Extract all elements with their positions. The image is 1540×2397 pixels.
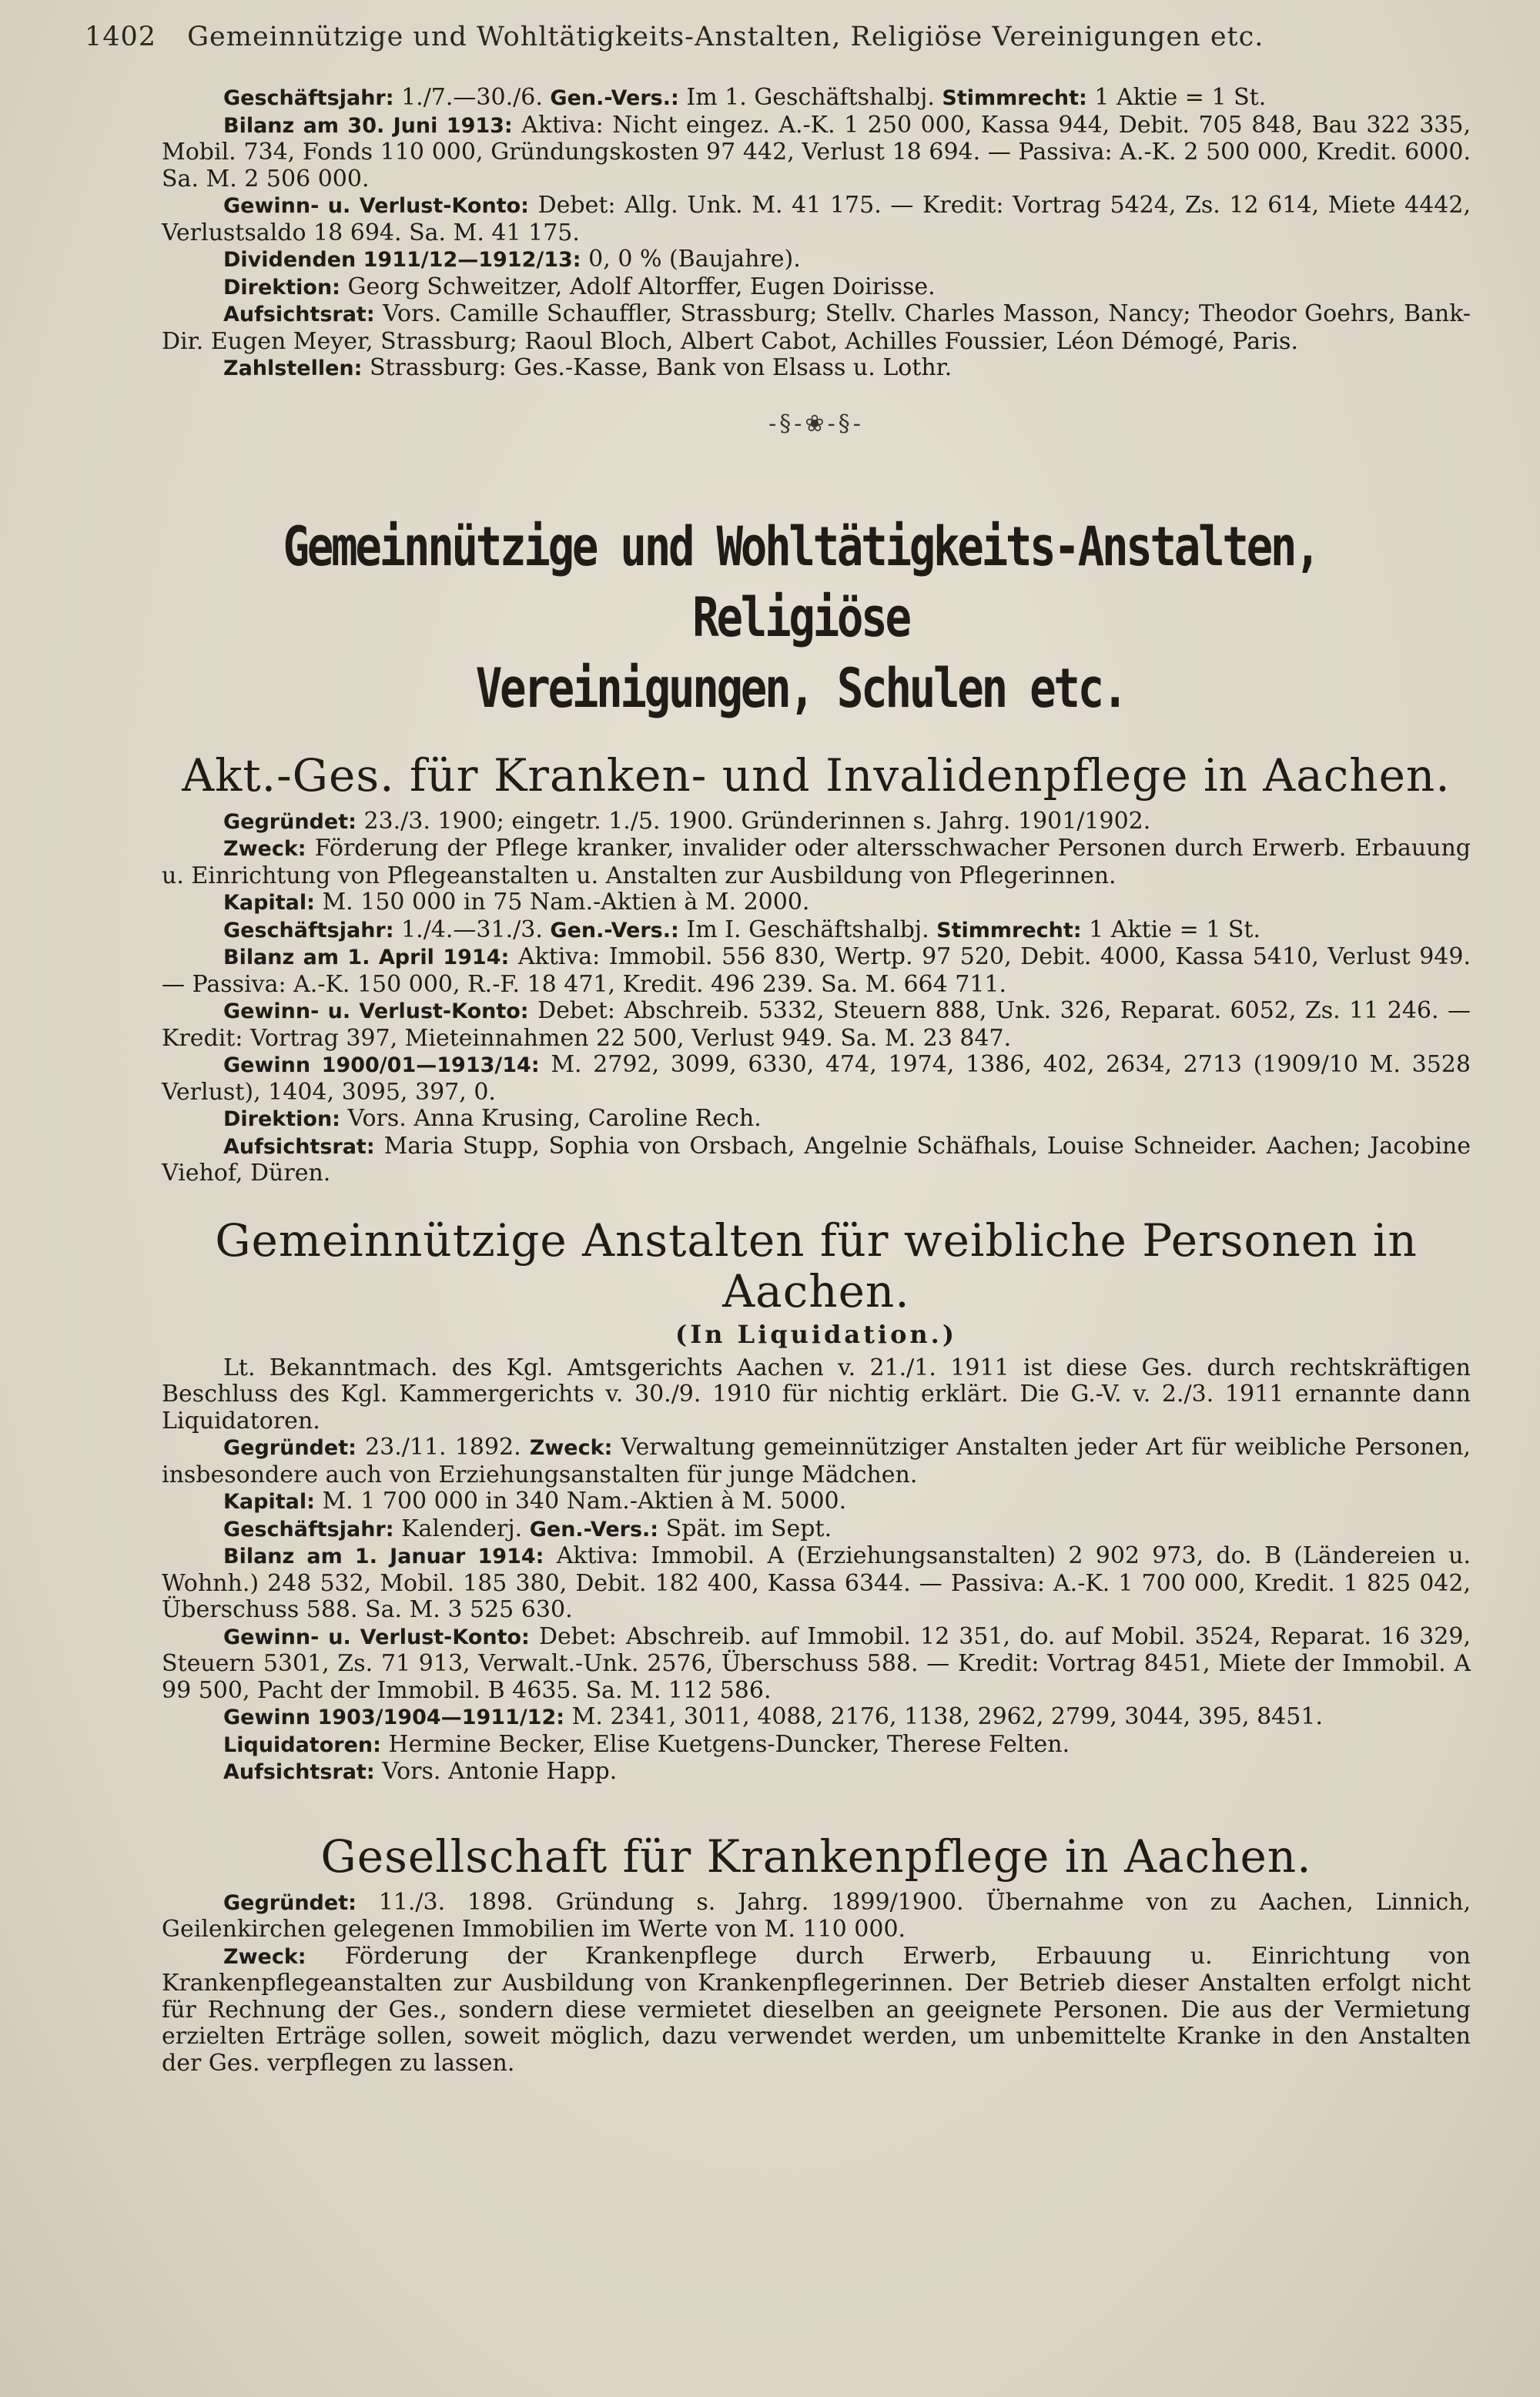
- entry-2-gewinn: Gewinn 1903/1904—1911/12: M. 2341, 3011, 4088, 2176, 1138, 2962, 2799, 3044, 395, 8451.: [223, 1703, 1323, 1730]
- entry-2-gewinn-verlust-konto: Gewinn- u. Verlust-Konto: Debet: Abschreib. auf Immobil. 12 351, do. auf Mobil. 3524, Reparat. 16 329, Steuern 5301, Zs. 71 913, Verwalt.-Unk. 2576, Überschuss 588. — Kredit: Vortrag 8451, Miete der Immobil. A 99 500, Pacht der Immobil. B 4635. Sa. M. 112 586.: [162, 1622, 1471, 1704]
- running-title: Gemeinnützige und Wohltätigkeits-Anstalten, Religiöse Vereinigungen etc.: [187, 22, 1264, 52]
- entry-1-bilanz: Bilanz am 1. April 1914: Aktiva: Immobil. 556 830, Wertp. 97 520, Debit. 4000, Kassa 5410, Verlust 949. — Passiva: A.-K. 150 000, R.-F. 18 471, Kredit. 496 239. Sa. M. 664 711.: [162, 943, 1471, 998]
- prev-geschaeftsjahr-line: Geschäftsjahr: 1./7.—30./6. Gen.-Vers.: Im 1. Geschäftshalbj. Stimmrecht: 1 Aktie = 1 St.: [223, 84, 1267, 111]
- prev-aufsichtsrat: Aufsichtsrat: Vors. Camille Schauffler, Strassburg; Stellv. Charles Masson, Nancy; Theodor Goehrs, Bank-Dir. Eugen Meyer, Strassburg; Raoul Bloch, Albert Cabot, Achilles Foussier, Léon Démogé, Paris.: [162, 300, 1471, 355]
- entry-2-title: Gemeinnützige Anstalten für weibliche Personen in Aachen.: [215, 1214, 1418, 1317]
- entry-1-body: [162, 808, 1471, 1187]
- entry-3-body: [162, 1890, 1471, 2077]
- prev-bilanz: Bilanz am 30. Juni 1913: Aktiva: Nicht eingez. A.-K. 1 250 000, Kassa 944, Debit. 705 848, Bau 322 335, Mobil. 734, Fonds 110 000, Gründungskosten 97 442, Verlust 18 694. — Passiva: A.-K. 2 500 000, Kredit. 6000. Sa. M. 2 506 000.: [162, 111, 1471, 192]
- prev-direktion: Direktion: Georg Schweitzer, Adolf Altorffer, Eugen Doirisse.: [223, 273, 936, 300]
- entry-2-subtitle: (In Liquidation.): [675, 1319, 957, 1349]
- entry-1-gewinn: Gewinn 1900/01—1913/14: M. 2792, 3099, 6330, 474, 1974, 1386, 402, 2634, 2713 (1909/10 M. 3528 Verlust), 1404, 3095, 397, 0.: [162, 1051, 1471, 1106]
- entry-3-title: Gesellschaft für Krankenpflege in Aachen.: [320, 1830, 1312, 1883]
- entry-1-title: Akt.-Ges. für Kranken- und Invalidenpflege in Aachen.: [182, 748, 1451, 802]
- entry-2-kapital: Kapital: M. 1 700 000 in 340 Nam.-Aktien à M. 5000.: [223, 1488, 847, 1515]
- prev-zahlstellen: Zahlstellen: Strassburg: Ges.-Kasse, Bank von Elsass u. Lothr.: [223, 354, 952, 381]
- prev-gewinn-verlust-konto: Gewinn- u. Verlust-Konto: Debet: Allg. Unk. M. 41 175. — Kredit: Vortrag 5424, Zs. 12 614, Miete 4442, Verlustsaldo 18 694. Sa. M. 41 175.: [162, 192, 1471, 246]
- entry-1-kapital: Kapital: M. 150 000 in 75 Nam.-Aktien à M. 2000.: [223, 889, 810, 916]
- entry-2-liquidatoren: Liquidatoren: Hermine Becker, Elise Kuetgens-Duncker, Therese Felten.: [223, 1730, 1070, 1758]
- page-number: 1402: [85, 22, 157, 52]
- entry-1-gewinn-verlust-konto: Gewinn- u. Verlust-Konto: Debet: Abschreib. 5332, Steuern 888, Unk. 326, Reparat. 6052, Zs. 11 246. — Kredit: Vortrag 397, Mieteinnahmen 22 500, Verlust 949. Sa. M. 23 847.: [162, 997, 1471, 1052]
- section-divider-ornament: -§-❀-§-: [768, 410, 864, 437]
- entry-1-gegruendet: Gegründet: 23./3. 1900; eingetr. 1./5. 1900. Gründerinnen s. Jahrg. 1901/1902.: [223, 807, 1151, 835]
- entry-2-gegruendet-zweck: Gegründet: 23./11. 1892. Zweck: Verwaltung gemeinnütziger Anstalten jeder Art für weibliche Personen, insbesondere auch von Erziehungsanstalten für junge Mädchen.: [162, 1434, 1471, 1488]
- previous-entry-continuation: [162, 85, 1471, 383]
- section-title-line-1: Gemeinnützige und Wohltätigkeits-Anstalten, Religiöse: [283, 514, 1319, 649]
- entry-3-gegruendet: Gegründet: 11./3. 1898. Gründung s. Jahrg. 1899/1900. Übernahme von zu Aachen, Linnich, Geilenkirchen gelegenen Immobilien im Werte von M. 110 000.: [162, 1888, 1471, 1943]
- entry-1-zweck: Zweck: Förderung der Pflege kranker, invalider oder altersschwacher Personen durch Erwerb. Erbauung u. Einrichtung von Pflegeanstalten u. Anstalten zur Ausbildung von Pflegerinnen.: [162, 835, 1471, 889]
- entry-2-geschaeftsjahr: Geschäftsjahr: Kalenderj. Gen.-Vers.: Spät. im Sept.: [223, 1515, 832, 1542]
- prev-dividenden: Dividenden 1911/12—1912/13: 0, 0 % (Baujahre).: [223, 246, 801, 273]
- entry-2-aufsichtsrat: Aufsichtsrat: Vors. Antonie Happ.: [223, 1758, 618, 1785]
- section-title-line-2: Vereinigungen, Schulen etc.: [475, 656, 1127, 720]
- entry-2-bilanz: Bilanz am 1. Januar 1914: Aktiva: Immobil. A (Erziehungsanstalten) 2 902 973, do. B (Ländereien u. Wohnh.) 248 532, Mobil. 185 380, Debit. 182 400, Kassa 6344. — Passiva: A.-K. 1 700 000, Kredit. 1 825 042, Überschuss 588. Sa. M. 3 525 630.: [162, 1542, 1471, 1623]
- entry-3-zweck: Zweck: Förderung der Krankenpflege durch Erwerb, Erbauung u. Einrichtung von Krankenpflegeanstalten zur Ausbildung von Krankenpflegerinnen. Der Betrieb dieser Anstalten erfolgt nicht für Rechnung der Ges., sondern diese vermietet dieselben an geeignete Personen. Die aus der Vermietung erzielten Erträge sollen, soweit möglich, dazu verwendet werden, um unbemittelte Kranke in den Anstalten der Ges. verpflegen zu lassen.: [162, 1942, 1471, 2077]
- entry-1-geschaeftsjahr: Geschäftsjahr: 1./4.—31./3. Gen.-Vers.: Im I. Geschäftshalbj. Stimmrecht: 1 Aktie = 1 St.: [223, 916, 1261, 943]
- section-title: [252, 511, 1351, 724]
- entry-1-aufsichtsrat: Aufsichtsrat: Maria Stupp, Sophia von Orsbach, Angelnie Schäfhals, Louise Schneider. Aachen; Jacobine Viehof, Düren.: [162, 1132, 1471, 1187]
- running-header: [85, 22, 1471, 52]
- entry-2-intro: Lt. Bekanntmach. des Kgl. Amtsgerichts Aachen v. 21./1. 1911 ist diese Ges. durch rechtskräftigen Beschluss des Kgl. Kammergerichts v. 30./9. 1910 für nichtig erklärt. Die G.-V. v. 2./3. 1911 ernannte dann Liquidatoren.: [162, 1354, 1471, 1435]
- entry-2-body: [162, 1355, 1471, 1786]
- entry-1-direktion: Direktion: Vors. Anna Krusing, Caroline Rech.: [223, 1105, 762, 1132]
